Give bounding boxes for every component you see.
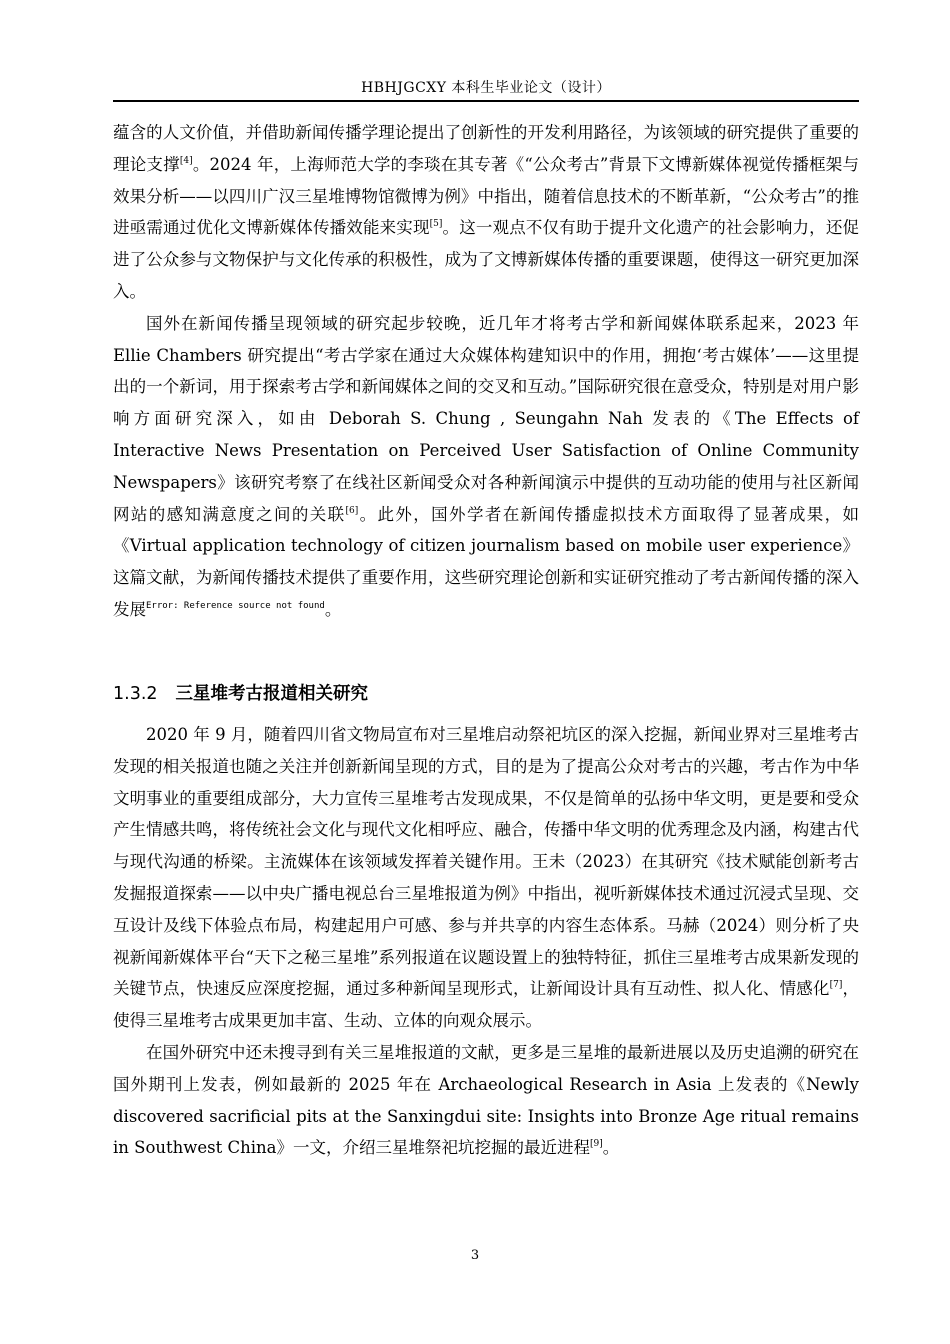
reference-error: Error: Reference source not found <box>146 600 325 611</box>
section-heading <box>113 680 368 705</box>
text-run: 。此外，国外学者在新闻传播虚拟技术方面取得了显著成果，如《Virtual application technology of citizen journalism based on mobile user experience》这篇文献，为新闻传播技术提供了重要作用，这些研究理论创新和实证研究推动了考古新闻传播的深入发展 <box>113 504 860 619</box>
text-run: 。 <box>602 1138 620 1158</box>
citation-9: [9] <box>590 1139 603 1150</box>
paragraph-3 <box>113 719 859 1037</box>
text-run: ，使得三星堆考古成果更加丰富、生动、立体的向观众展示。 <box>113 979 860 1031</box>
paragraph-4 <box>113 1037 859 1164</box>
page-number: 3 <box>470 1248 480 1263</box>
text-run: 。这一观点不仅有助于提升文化遗产的社会影响力，还促进了公众参与文物保护与文化传承的积极性，成为了文博新媒体传播的重要课题，使得这一研究更加深入。 <box>113 218 860 301</box>
section-number: 1.3.2 <box>113 684 158 704</box>
paragraph-1 <box>113 117 859 308</box>
citation-5: [5] <box>429 219 443 230</box>
text-run: 在国外研究中还未搜寻到有关三星堆报道的文献，更多是三星堆的最新进展以及历史追溯的研究在国外期刊上发表，例如最新的 2025 年在 Archaeological Research in Asia 上发表的《Newly discovered sacrificial pits at the Sanxingdui site: Insights into Bronze Age ritual remains in Southwest China》一文，介绍三星堆祭祀坑挖掘的最近进程 <box>113 1042 859 1158</box>
header-rule <box>113 100 859 102</box>
body-text-upper <box>113 117 859 626</box>
text-run: 。2024 年，上海师范大学的李琰在其专著《“公众考古”背景下文博新媒体视觉传播框架与效果分析——以四川广汉三星堆博物馆微博为例》中指出，随着信息技术的不断革新，“公众考古”的推进亟需通过优化文博新媒体传播效能来实现 <box>113 154 860 238</box>
page-header: HBHJGCXY 本科生毕业论文（设计） <box>361 80 611 96</box>
citation-4: [4] <box>179 155 193 166</box>
citation-7: [7] <box>829 980 843 991</box>
paragraph-2 <box>113 308 859 626</box>
text-run: 蕴含的人文价值，并借助新闻传播学理论提出了创新性的开发利用路径，为该领域的研究提供了重要的理论支撑 <box>113 123 859 174</box>
section-title: 三星堆考古报道相关研究 <box>175 684 369 704</box>
body-text-lower <box>113 719 859 1164</box>
citation-6: [6] <box>345 505 359 516</box>
text-run: 2020 年 9 月，随着四川省文物局宣布对三星堆启动祭祀坑区的深入挖掘，新闻业界对三星堆考古发现的相关报道也随之关注并创新新闻呈现的方式，目的是为了提高公众对考古的兴趣，考古作为中华文明事业的重要组成部分，大力宣传三星堆考古发现成果，不仅是简单的弘扬中华文明，更是要和受众产生情感共鸣，将传统社会文化与现代文化相呼应、融合，传播中华文明的优秀理念及内涵，构建古代与现代沟通的桥梁。主流媒体在该领域发挥着关键作用。王未（2023）在其研究《技术赋能创新考古发掘报道探索——以中央广播电视总台三星堆报道为例》中指出，视听新媒体技术通过沉浸式呈现、交互设计及线下体验点布局，构建起用户可感、参与并共享的内容生态体系。马赫（2024）则分析了央视新闻新媒体平台“天下之秘三星堆”系列报道在议题设置上的独特特征，抓住三星堆考古成果新发现的关键节点，快速反应深度挖掘，通过多种新闻呈现形式，让新闻设计具有互动性、拟人化、情感化 <box>113 725 859 999</box>
text-run: 国外在新闻传播呈现领域的研究起步较晚，近几年才将考古学和新闻媒体联系起来，2023 年 Ellie Chambers 研究提出“考古学家在通过大众媒体构建知识中的作用，拥抱‘考古媒体’——这里提出的一个新词，用于探索考古学和新闻媒体之间的交叉和互动。”国际研究很在意受众，特别是对用户影响方面研究深入，如由 Deborah S. Chung , Seungahn Nah 发表的《The Effects of Interactive News Presentation on Perceived User Satisfaction of Online Community Newspapers》该研究考察了在线社区新闻受众对各种新闻演示中提供的互动功能的使用与社区新闻网站的感知满意度之间的关联 <box>113 313 859 524</box>
text-run: 。 <box>324 599 342 619</box>
